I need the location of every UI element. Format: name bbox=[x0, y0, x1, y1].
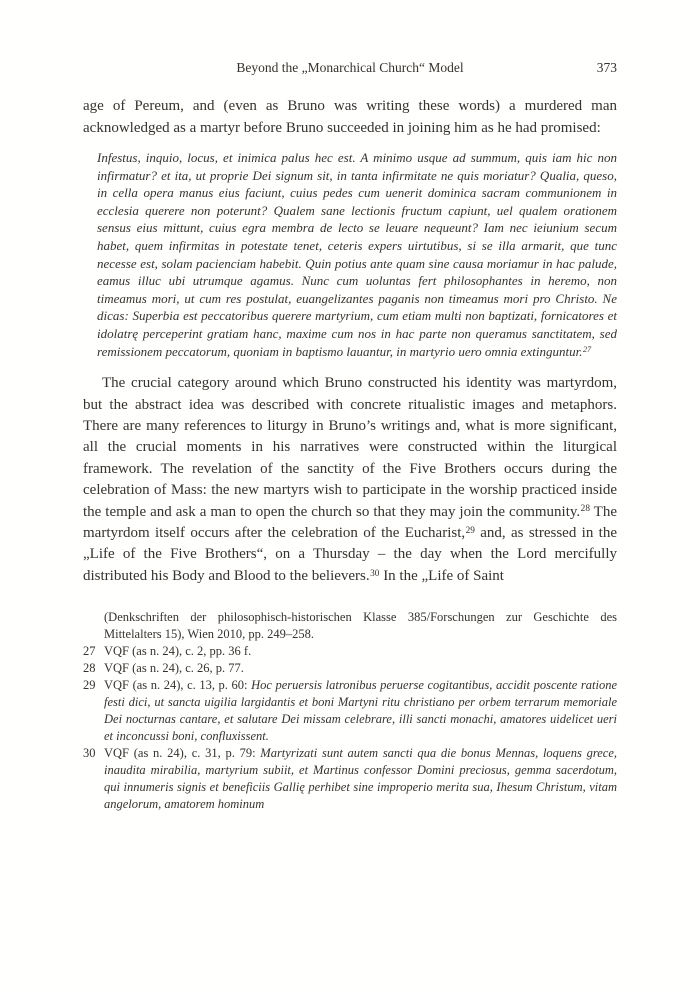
footnote-text: VQF (as n. 24), c. 2, pp. 36 f. bbox=[104, 644, 252, 659]
footnote-number: 28 bbox=[83, 661, 96, 676]
running-header bbox=[83, 60, 617, 76]
footnote-number: 27 bbox=[83, 644, 96, 659]
footnote-number: 30 bbox=[83, 746, 96, 761]
footnote-continuation-text: (Denkschriften der philosophisch-historischen Klasse 385/Forschungen zur Geschichte des Mittelalters 15), Wien 2010, pp. 249–258. bbox=[104, 610, 617, 642]
paragraph-main: The crucial category around which Bruno constructed his identity was martyrdom, but the abstract idea was described with concrete ritualistic images and metaphors. There are many references to liturgy in Bruno’s writings and, what is more significant, all the crucial moments in his narratives were constructed within the liturgical framework. The revelation of the sanctity of the Five Brothers occurs during the celebration of Mass: the new martyrs wish to participate in the worship practiced inside the temple and ask a man to open the church so that they may join the community.$^{28}$ The martyrdom itself occurs after the celebration of the Eucharist,$^{29}$ and, as stressed in the „Life of the Five Brothers“, on a Thursday – the day when the Lord mercifully distributed his Body and Blood to the believers.$^{30}$ In the „Life of Saint bbox=[83, 375, 618, 584]
footnote-item bbox=[83, 677, 617, 745]
footnote-number: 29 bbox=[83, 678, 96, 693]
footnote-text: VQF (as n. 24), c. 13, p. 60: Hoc peruersis latronibus peruerse cogitantibus, accidit poscente ratione festi dici, ut sancta uigilia largidantis et boni Martyni ritu christiano per orbem terrarum memoriale Dei nocturnas cantare, et salutare Dei missam celebrare, illi sancti monachi, amatores uidelicet ueri et inconcussi boni, confluxissent. bbox=[104, 678, 618, 744]
latin-block-quote: Infestus, inquio, locus, et inimica palus hec est. A minimo usque ad summum, quis iam hic non infirmatur? et ita, ut proprie Dei signum sit, in tanta infirmitate ne quis moriatur? Qualia, queso, in cella opera manus eius faciunt, cuius pedes cum uenerit dominica sacram communionem in ecclesia querere non poterunt? Qualem sane lectionis fructum capiunt, uel qualem orationem sensus eius mittunt, cuius egra membra de lecto se leuare nequeunt? Iam nec ieiunium secum habet, quem infirmitas in potestate tenet, ceteris expers uirtutibus, si se illa armarit, que tunc necesse est, solam pacienciam habebit. Quin potius ante quam sine causa moriamur in hac palude, eamus illuc ubi utrumque agamus. Nunc cum uoluntas fert philosophantes in heremo, non timeamus mori, ut cum res postulat, euangelizantes paganis non timeamus mori pro Christo. Ne dicas: Superbia est peccatoribus querere martyrium, cum etiam multi non baptizati, fornicatores et idolatrę perceperint gratiam hanc, maxime cum nos in hac parte non queramus sanctitatem, sed remissionem peccatorum, quoniam in baptismo lauantur, in martyrio uero omnia extinguntur.$^{27}$ bbox=[97, 150, 617, 359]
footnote-item bbox=[83, 660, 617, 677]
main-text-block bbox=[83, 95, 617, 587]
running-title: Beyond the „Monarchical Church“ Model bbox=[236, 60, 464, 75]
footnotes-section bbox=[83, 609, 617, 813]
footnote-text: VQF (as n. 24), c. 31, p. 79: Martyrizati sunt autem sancti qua die bonus Mennas, loquens grece, inaudita mirabilia, martyrium subiit, et Martinus confessor Domini preciosus, gemma sacerdotum, qui innumeris signis et beneficiis Gallię perhibet sine improperio merita sua, Ihesum Christum, vitam angelorum, amatorem hominum bbox=[104, 746, 617, 812]
footnote-item bbox=[83, 745, 617, 813]
page-number: 373 bbox=[596, 60, 617, 75]
paragraph-opening: age of Pereum, and (even as Bruno was writing these words) a murdered man acknowledged as a martyr before Bruno succeeded in joining him as he had promised: bbox=[83, 98, 617, 136]
footnote-text: VQF (as n. 24), c. 26, p. 77. bbox=[104, 661, 244, 676]
footnote-continuation bbox=[83, 609, 617, 643]
footnote-item bbox=[83, 643, 617, 660]
footnotes-list bbox=[83, 643, 617, 813]
